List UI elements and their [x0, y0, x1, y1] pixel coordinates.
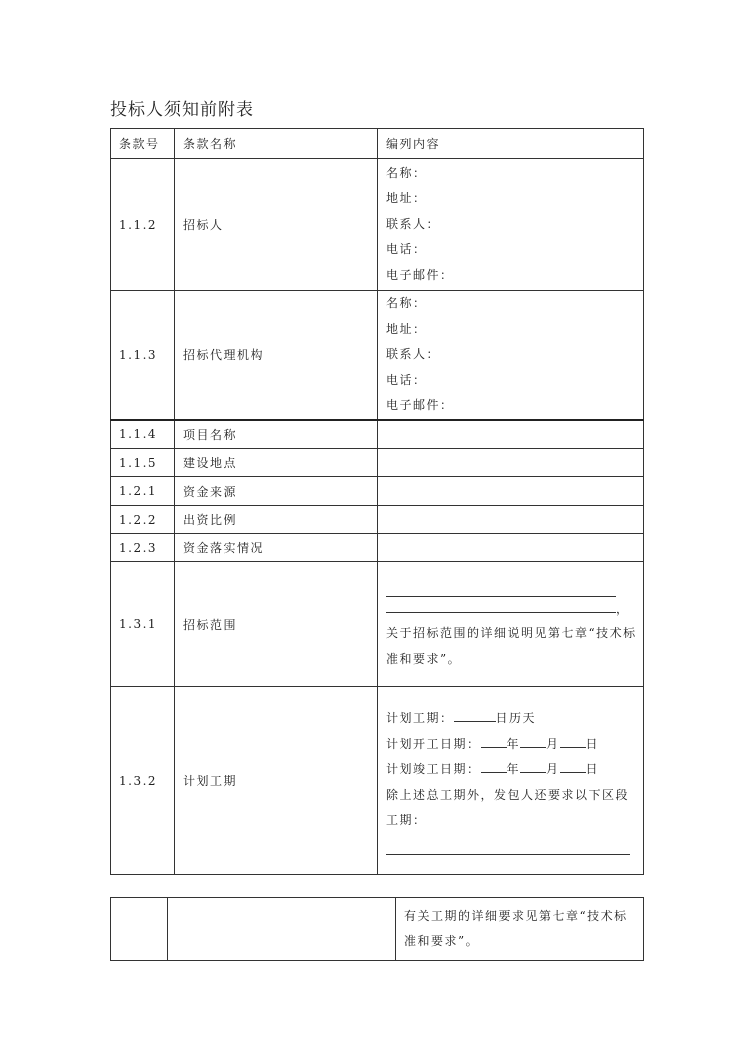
clause-content [378, 159, 644, 291]
blank-line [386, 598, 616, 613]
clause-no [111, 898, 168, 961]
header-clause-no: 条款号 [111, 129, 175, 159]
year: 年 [506, 762, 521, 777]
field-address: 地址： [386, 191, 427, 206]
end-label: 计划竣工日期： [386, 762, 481, 777]
clause-name: 资金落实情况 [175, 534, 378, 562]
clause-no: 1.3.1 [111, 562, 175, 687]
field-contact: 联系人： [386, 216, 441, 231]
field-phone: 电话： [386, 242, 427, 257]
field-name: 名称： [386, 165, 427, 180]
blank-line [386, 834, 630, 855]
day: 日 [585, 736, 600, 751]
clause-no: 1.2.3 [111, 534, 175, 562]
clause-no: 1.1.5 [111, 449, 175, 477]
table-row [111, 534, 644, 562]
clause-content [378, 534, 644, 562]
clause-name: 招标范围 [175, 562, 378, 687]
month: 月 [546, 762, 560, 777]
blank-line [520, 735, 546, 748]
clause-name: 出资比例 [175, 506, 378, 534]
blank-line [386, 576, 616, 597]
clause-no: 1.2.2 [111, 506, 175, 534]
clause-no: 1.1.4 [111, 420, 175, 449]
blank-line [560, 735, 586, 748]
clause-content [378, 420, 644, 449]
table-row [111, 291, 644, 420]
month: 月 [546, 736, 560, 751]
period-unit: 日历天 [495, 711, 537, 726]
clause-content [378, 506, 644, 534]
field-email: 电子邮件： [386, 267, 454, 282]
continuation-table [110, 897, 644, 961]
day: 日 [585, 762, 600, 777]
blank-line [560, 760, 586, 773]
bid-notice-table [110, 128, 644, 875]
table-header [111, 129, 644, 159]
header-clause-name: 条款名称 [175, 129, 378, 159]
blank-line [481, 760, 507, 773]
table-row [111, 420, 644, 449]
clause-content [378, 562, 644, 687]
period-label: 计划工期： [386, 711, 454, 726]
clause-name: 招标人 [175, 159, 378, 291]
continuation-note: 有关工期的详细要求见第七章“技术标准和要求”。 [404, 908, 628, 948]
field-contact: 联系人： [386, 347, 441, 361]
table-row [111, 449, 644, 477]
table-row [111, 159, 644, 291]
extra-period-note: 除上述总工期外，发包人还要求以下区段工期： [386, 787, 630, 828]
blank-line [454, 709, 496, 722]
clause-name: 建设地点 [175, 449, 378, 477]
clause-no: 1.1.3 [111, 291, 175, 420]
field-address: 地址： [386, 321, 427, 336]
clause-no: 1.1.2 [111, 159, 175, 291]
comma: ， [616, 602, 630, 616]
clause-no: 1.2.1 [111, 477, 175, 506]
clause-name: 资金来源 [175, 477, 378, 506]
table-row [111, 506, 644, 534]
clause-name: 计划工期 [175, 687, 378, 875]
year: 年 [506, 736, 521, 751]
table-row [111, 687, 644, 875]
page-title: 投标人须知前附表 [110, 100, 254, 120]
clause-no: 1.3.2 [111, 687, 175, 875]
clause-name: 招标代理机构 [175, 291, 378, 420]
blank-line [481, 735, 507, 748]
clause-content [396, 898, 644, 961]
blank-line [520, 760, 546, 773]
field-phone: 电话： [386, 372, 427, 387]
clause-name [168, 898, 396, 961]
clause-content [378, 449, 644, 477]
table-row [111, 898, 644, 961]
clause-content [378, 291, 644, 420]
start-label: 计划开工日期： [386, 736, 481, 751]
clause-name: 项目名称 [175, 420, 378, 449]
table-row [111, 562, 644, 687]
header-content: 编列内容 [378, 129, 644, 159]
clause-content [378, 477, 644, 506]
table-row [111, 477, 644, 506]
field-name: 名称： [386, 296, 427, 310]
field-email: 电子邮件： [386, 398, 454, 412]
scope-note: 关于招标范围的详细说明见第七章“技术标准和要求”。 [386, 626, 637, 666]
clause-content [378, 687, 644, 875]
